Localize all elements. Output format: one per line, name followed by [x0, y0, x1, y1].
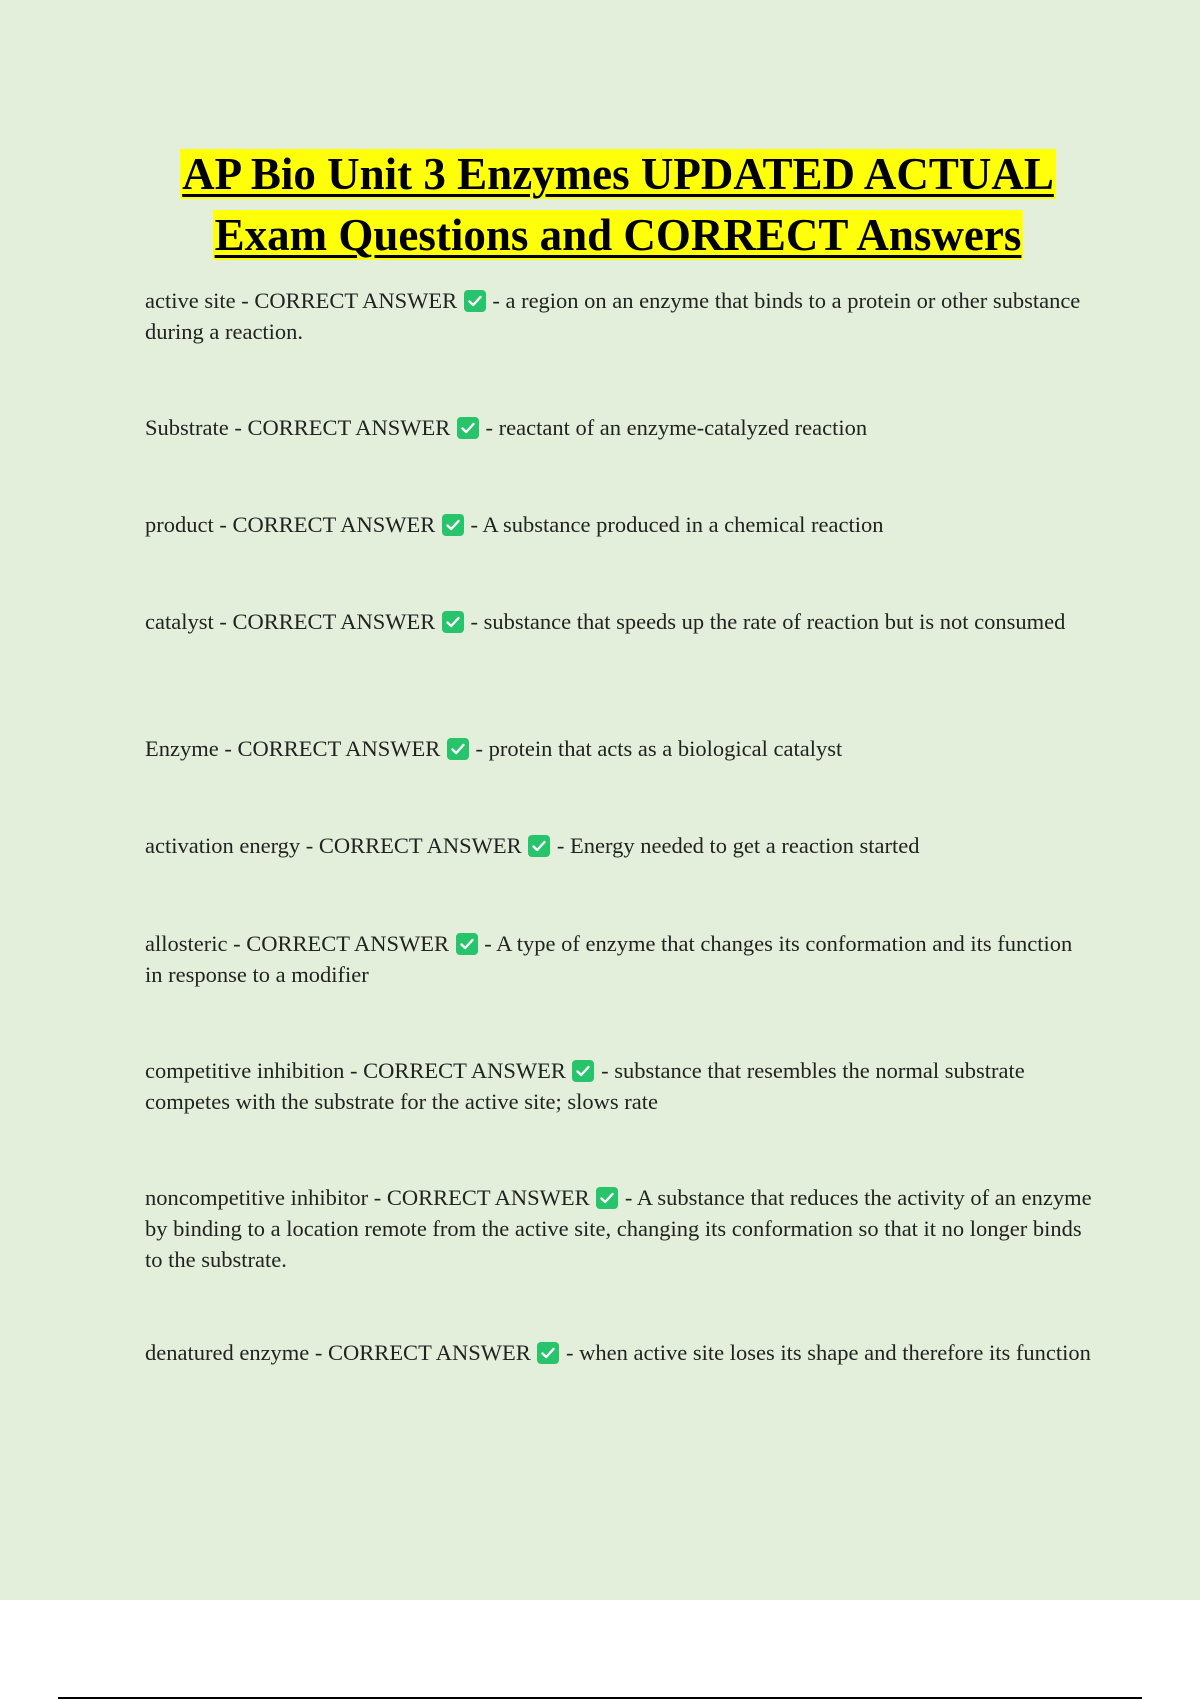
entry-term: competitive inhibition — [145, 1058, 345, 1083]
answer-marker: CORRECT ANSWER — [254, 288, 458, 313]
answer-marker: CORRECT ANSWER — [363, 1058, 566, 1083]
answer-marker: CORRECT ANSWER — [232, 512, 436, 537]
qa-entry-noncompetitive-inhibitor: noncompetitive inhibitor - CORRECT ANSWER - A substance that reduces the activity of an enzyme by binding to a location remote from the active site, changing its conformation so that it no longer binds to the substrate. — [145, 1185, 1092, 1272]
check-mark-icon — [456, 933, 478, 955]
check-mark-icon — [447, 738, 469, 760]
document-title — [80, 144, 1156, 266]
entry-definition: protein that acts as a biological catalyst — [488, 736, 843, 761]
answer-marker: CORRECT ANSWER — [386, 1185, 590, 1210]
check-mark-icon — [572, 1060, 594, 1082]
title-line-2: Exam Questions and CORRECT Answers — [214, 210, 1022, 260]
entry-term: denatured enzyme — [145, 1340, 310, 1365]
entry-definition: substance that speeds up the rate of reaction but is not consumed — [483, 609, 1066, 634]
entry-term: noncompetitive inhibitor — [145, 1185, 369, 1210]
entry-definition: A type of enzyme that changes its conformation and its function in response to a modifier — [145, 931, 1073, 987]
entry-definition: reactant of an enzyme-catalyzed reaction — [498, 415, 868, 440]
qa-entry-allosteric: allosteric - CORRECT ANSWER - A type of enzyme that changes its conformation and its function in response to a modifier — [145, 931, 1073, 987]
entry-term: allosteric — [145, 931, 228, 956]
answer-marker: CORRECT ANSWER — [318, 833, 522, 858]
check-mark-icon — [528, 835, 550, 857]
qa-entry-active-site: active site - CORRECT ANSWER - a region on an enzyme that binds to a protein or other substance during a reaction. — [145, 288, 1081, 344]
entry-term: Enzyme — [145, 736, 219, 761]
answer-marker: CORRECT ANSWER — [246, 931, 449, 956]
title-line-1: AP Bio Unit 3 Enzymes UPDATED ACTUAL — [182, 149, 1054, 199]
entry-term: Substrate — [145, 415, 229, 440]
qa-entry-denatured-enzyme: denatured enzyme - CORRECT ANSWER - when active site loses its shape and therefore its function — [145, 1340, 1091, 1365]
entry-definition: substance that resembles the normal substrate competes with the substrate for the active site; slows rate — [145, 1058, 1025, 1114]
check-mark-icon — [537, 1342, 559, 1364]
check-mark-icon — [596, 1187, 618, 1209]
entry-definition: when active site loses its shape and therefore its function — [579, 1340, 1091, 1365]
qa-entry-enzyme: Enzyme - CORRECT ANSWER - protein that acts as a biological catalyst — [145, 736, 843, 761]
qa-entry-competitive-inhibition: competitive inhibition - CORRECT ANSWER - substance that resembles the normal substrate competes with the substrate for the active site; slows rate — [145, 1058, 1025, 1114]
qa-entry-product: product - CORRECT ANSWER - A substance produced in a chemical reaction — [145, 512, 884, 537]
entry-term: activation energy — [145, 833, 301, 858]
answer-marker: CORRECT ANSWER — [247, 415, 451, 440]
entry-definition: a region on an enzyme that binds to a protein or other substance during a reaction. — [145, 288, 1081, 344]
qa-entry-catalyst: catalyst - CORRECT ANSWER - substance that speeds up the rate of reaction but is not consumed — [145, 609, 1066, 634]
check-mark-icon — [442, 611, 464, 633]
qa-entry-substrate: Substrate - CORRECT ANSWER - reactant of an enzyme-catalyzed reaction — [145, 415, 868, 440]
entry-term: product — [145, 512, 214, 537]
entry-definition: A substance produced in a chemical reaction — [482, 512, 884, 537]
footer-divider — [58, 1697, 1142, 1699]
answer-marker: CORRECT ANSWER — [328, 1340, 531, 1365]
entry-term: catalyst — [145, 609, 214, 634]
check-mark-icon — [442, 514, 464, 536]
answer-marker: CORRECT ANSWER — [232, 609, 436, 634]
check-mark-icon — [457, 417, 479, 439]
entry-definition: Energy needed to get a reaction started — [570, 833, 920, 858]
entry-term: active site — [145, 288, 236, 313]
check-mark-icon — [464, 290, 486, 312]
answer-marker: CORRECT ANSWER — [237, 736, 441, 761]
qa-entry-activation-energy: activation energy - CORRECT ANSWER - Energy needed to get a reaction started — [145, 833, 920, 858]
entry-definition: A substance that reduces the activity of an enzyme by binding to a location remote from the active site, changing its conformation so that it no longer binds to the substrate. — [145, 1185, 1092, 1272]
